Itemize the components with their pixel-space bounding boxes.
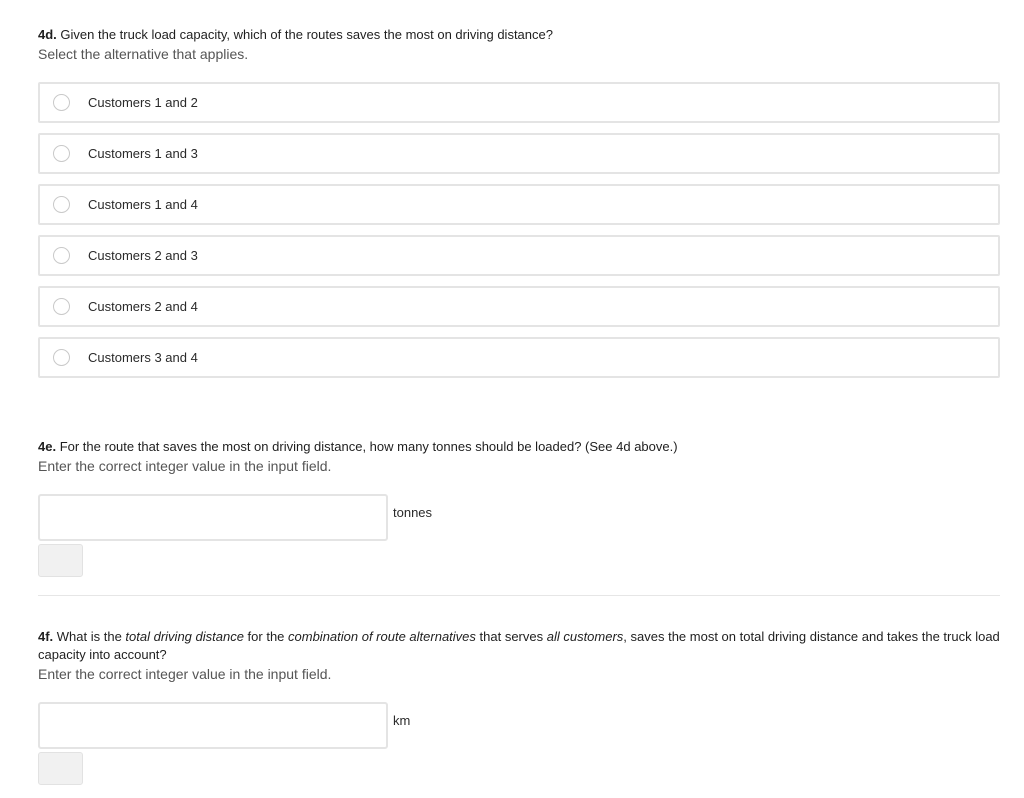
radio-button[interactable]	[53, 298, 70, 315]
radio-button[interactable]	[53, 196, 70, 213]
answer-options-4d	[38, 82, 1000, 388]
question-4f-text-3: that serves	[475, 629, 547, 644]
question-4e-number: 4e.	[38, 439, 57, 454]
question-4d-number: 4d.	[38, 27, 57, 42]
tonnes-input[interactable]	[38, 494, 388, 541]
question-4e-title	[38, 438, 1000, 456]
option-customers-2-3[interactable]	[38, 235, 1000, 276]
option-label: Customers 1 and 3	[88, 146, 198, 161]
unit-label-tonnes: tonnes	[393, 505, 433, 520]
option-customers-3-4[interactable]	[38, 337, 1000, 378]
question-4f-text-1: What is the	[53, 629, 126, 644]
question-4f-text-4: , saves the most on total driving distance and takes the truck load capacity into account?	[38, 629, 1000, 662]
question-4e-text: For the route that saves the most on driving distance, how many tonnes should be loaded? (See 4d above.)	[56, 439, 678, 454]
submit-button-4f[interactable]	[38, 752, 83, 785]
option-customers-1-4[interactable]	[38, 184, 1000, 225]
question-4e	[38, 438, 1000, 476]
question-4e-hint: Enter the correct integer value in the input field.	[38, 458, 332, 474]
option-customers-2-4[interactable]	[38, 286, 1000, 327]
question-4d-title	[38, 26, 1000, 44]
question-4f-text-2: for the	[243, 629, 289, 644]
question-4d-hint: Select the alternative that applies.	[38, 46, 249, 62]
km-input[interactable]	[38, 702, 388, 749]
question-4f-number: 4f.	[38, 629, 54, 644]
radio-button[interactable]	[53, 145, 70, 162]
option-customers-1-2[interactable]	[38, 82, 1000, 123]
option-customers-1-3[interactable]	[38, 133, 1000, 174]
option-label: Customers 1 and 4	[88, 197, 198, 212]
question-4f-hint: Enter the correct integer value in the input field.	[38, 666, 332, 682]
question-4d-text: Given the truck load capacity, which of the routes saves the most on driving distance?	[56, 27, 553, 42]
unit-label-km: km	[393, 713, 411, 728]
answer-row-4f	[38, 702, 410, 749]
option-label: Customers 1 and 2	[88, 95, 198, 110]
answer-row-4e	[38, 494, 432, 541]
question-4f-emphasis-1: total driving distance	[125, 629, 244, 644]
question-4f-title	[38, 628, 1000, 664]
question-4f-emphasis-2: combination of route alternatives	[288, 629, 476, 644]
section-divider	[38, 595, 1000, 596]
option-label: Customers 3 and 4	[88, 350, 198, 365]
submit-button-4e[interactable]	[38, 544, 83, 577]
question-4d	[38, 26, 1000, 64]
option-label: Customers 2 and 3	[88, 248, 198, 263]
question-4f-emphasis-3: all customers	[546, 629, 624, 644]
radio-button[interactable]	[53, 247, 70, 264]
question-4f	[38, 628, 1000, 684]
option-label: Customers 2 and 4	[88, 299, 198, 314]
radio-button[interactable]	[53, 94, 70, 111]
radio-button[interactable]	[53, 349, 70, 366]
